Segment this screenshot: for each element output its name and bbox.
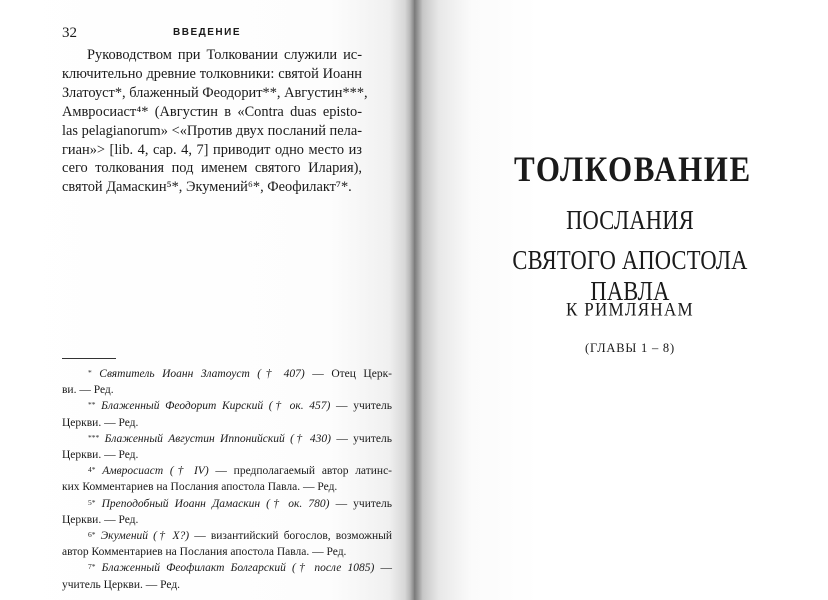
footnote [62, 463, 392, 495]
footnote-marker: *** [88, 432, 100, 442]
footnotes [62, 366, 392, 593]
footnote-divider [62, 358, 116, 359]
footnote-marker: 7* [88, 562, 96, 572]
footnote-name: Блаженный Феодорит Кирский († ок. 457) [101, 400, 331, 413]
footnote-text: — [374, 562, 392, 575]
footnote-text: Церкви. — Ред. [62, 416, 139, 429]
footnote [62, 496, 392, 528]
footnote-text: Церкви. — Ред. [62, 449, 139, 462]
footnote-name: Экумений († X?) [100, 530, 190, 543]
running-head: ВВЕДЕНИЕ [173, 27, 241, 38]
footnote-marker: ** [88, 400, 96, 410]
body-line: las pelagianorum» <«Против двух посланий пела- [62, 122, 362, 139]
body-line: Златоуст*, блаженный Феодорит**, Августин***, [62, 84, 368, 101]
footnote-text: — учитель [329, 497, 392, 510]
body-line: Руководством при Толковании служили ис- [87, 47, 362, 63]
footnote-marker: * [88, 368, 92, 377]
body-line: святой Дамаскин⁵*, Экумений⁶*, Феофилакт⁷*. [62, 179, 352, 196]
footnote [62, 366, 392, 398]
footnote-text: — предполагаемый автор латинс- [208, 465, 393, 478]
footnote-text: — византийский богослов, возможный [189, 530, 393, 543]
book-title: ТОЛКОВАНИЕ [514, 149, 752, 190]
footnote [62, 528, 392, 560]
footnote-text: учитель Церкви. — Ред. [62, 578, 181, 591]
footnote-text: — учитель [331, 432, 392, 445]
subtitle-addressee: К РИМЛЯНАМ [566, 299, 694, 320]
footnote-text: — учитель [330, 400, 392, 413]
footnote [62, 560, 392, 592]
page-number: 32 [62, 25, 77, 41]
footnote-name: Блаженный Августин Иппонийский († 430) [104, 432, 332, 445]
footnote-text: автор Комментариев на Послания апостола Павла. — Ред. [62, 546, 347, 559]
footnote-text: Церкви. — Ред. [62, 513, 139, 526]
body-paragraph [62, 46, 368, 197]
footnote-text: — Отец Церк- [304, 368, 393, 380]
body-line: Амвросиаст⁴* (Августин в «Contra duas episto- [62, 103, 362, 120]
subtitle-line: ПОСЛАНИЯ [566, 205, 694, 235]
footnote-name: Амвросиаст († IV) [102, 465, 209, 478]
footnote [62, 398, 392, 430]
footnote-text: ви. — Ред. [62, 384, 114, 397]
title-page [414, 0, 828, 600]
footnote-name: Святитель Иоанн Златоуст († 407) [99, 368, 305, 380]
footnote-text: ких Комментариев на Послания апостола Павла. — Ред. [62, 481, 338, 494]
footnote-marker: 6* [88, 530, 96, 540]
body-line: гиан»> [lib. 4, cap. 4, 7] приводит одно место из [62, 141, 362, 158]
body-line: ключительно древние толковники: святой Иоанн [62, 65, 362, 82]
footnote-name: Преподобный Иоанн Дамаскин († ок. 780) [101, 497, 330, 510]
subtitle-line: СВЯТОГО АПОСТОЛА ПАВЛА [512, 245, 748, 307]
footnote-marker: 5* [88, 497, 96, 507]
chapters-range: (ГЛАВЫ 1 – 8) [585, 341, 675, 355]
body-line: сего толкования под именем святого Илария), [62, 160, 362, 177]
footnote [62, 431, 392, 463]
footnote-marker: 4* [88, 465, 96, 475]
footnote-name: Блаженный Феофилакт Болгарский († после 1085) [101, 562, 375, 575]
